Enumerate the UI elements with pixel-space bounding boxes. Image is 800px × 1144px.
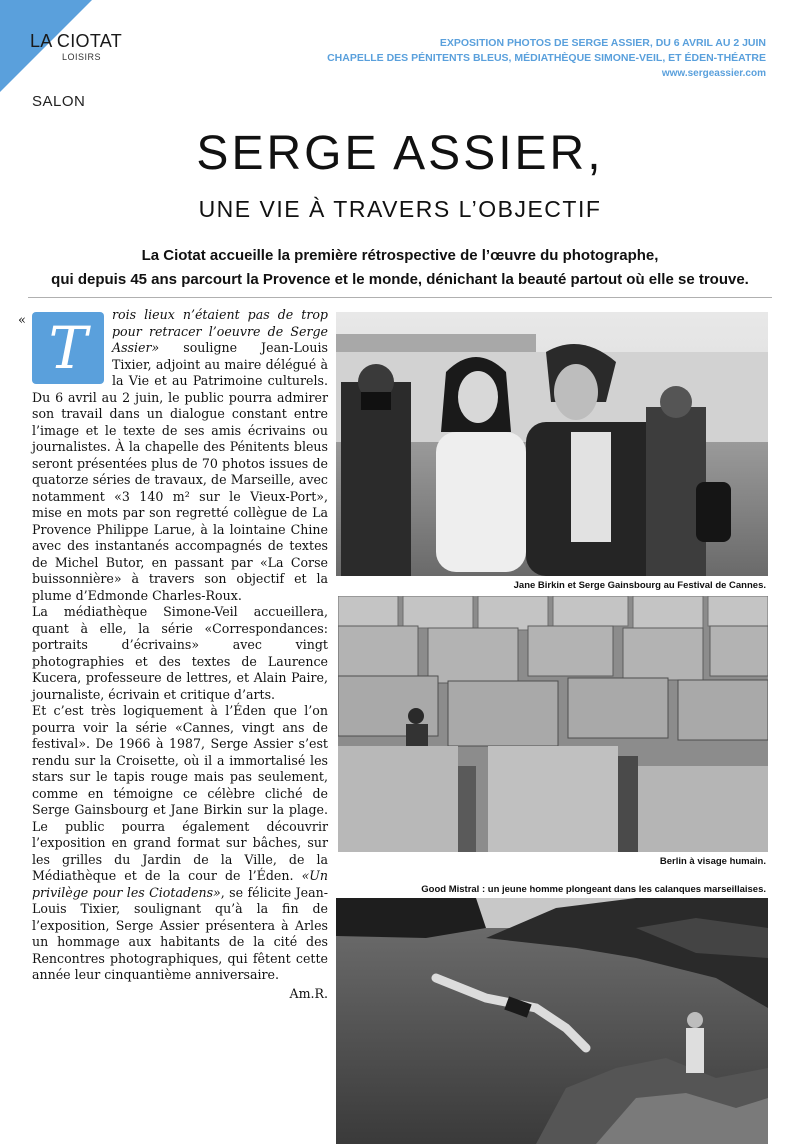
author-signature: Am.R. bbox=[289, 985, 328, 1001]
rubric-label: SALON bbox=[32, 93, 86, 110]
paragraph-3 bbox=[32, 703, 328, 984]
lede-line-1: La Ciotat accueille la première rétrospective de l’œuvre du photographe, bbox=[141, 247, 659, 264]
article-lede bbox=[0, 244, 800, 292]
article-title: SERGE ASSIER, bbox=[196, 127, 604, 180]
paragraph-3-text-b: , se félicite Jean-Louis Tixier, soulignant qu’à la fin de l’exposition, Serge Assier présentera à Arles un hommage aux habitants de la cité des Rencontres photographiques, qui fêtent cette année leur cinquantième anniversaire. bbox=[32, 884, 328, 982]
info-line-dates: EXPOSITION PHOTOS DE SERGE ASSIER, DU 6 AVRIL AU 2 JUIN bbox=[439, 37, 766, 49]
section-label: LA CIOTAT bbox=[30, 31, 123, 51]
photo-cannes-beach bbox=[336, 312, 768, 576]
article-body bbox=[18, 307, 328, 1002]
exhibition-info bbox=[327, 36, 766, 81]
caption-mistral: Good Mistral : un jeune homme plongeant dans les calanques marseillaises. bbox=[421, 884, 766, 895]
website-link[interactable]: www.sergeassier.com bbox=[661, 68, 766, 79]
subsection-label: LOISIRS bbox=[62, 52, 102, 62]
divider-rule bbox=[28, 297, 772, 298]
cannes-photo-illustration bbox=[336, 312, 768, 576]
dropcap-letter: T bbox=[32, 312, 104, 384]
opening-quote-mark: « bbox=[18, 313, 26, 328]
info-line-venues: CHAPELLE DES PÉNITENTS BLEUS, MÉDIATHÈQUE SIMONE-VEIL, ET ÉDEN-THÉATRE bbox=[327, 52, 766, 64]
paragraph-3-text-a: Et c’est très logiquement à l’Éden que l’on pourra voir la série «Cannes, vingt ans de festival». De 1966 à 1987, Serge Assier s’est rendu sur la Croisette, où il a immortalisé les stars sur le tapis rouge mais pas seulement, comme en témoigne ce célèbre cliché de Serge Gainsbourg et Jane Birkin sur la plage. Le public pourra également découvrir l’exposition en grand format sur bâches, sur les grilles du Jardin de la Ville, de la Médiathèque et de la cour de l’Éden. bbox=[32, 703, 328, 883]
mistral-photo-illustration bbox=[336, 898, 768, 1144]
photo-berlin-memorial bbox=[338, 596, 768, 852]
paragraph-1-quote: rois lieux n’étaient pas de trop pour retracer l’oeuvre de Serge Assier» bbox=[112, 307, 328, 355]
lede-line-2: qui depuis 45 ans parcourt la Provence et le monde, dénichant la beauté partout où elle se trouve. bbox=[51, 271, 749, 288]
caption-cannes: Jane Birkin et Serge Gainsbourg au Festival de Cannes. bbox=[513, 580, 766, 591]
caption-berlin: Berlin à visage humain. bbox=[659, 856, 766, 867]
paragraph-2: La médiathèque Simone-Veil accueillera, quant à elle, la série «Correspondances: portraits d’écrivains» avec vingt photographies et des textes de Laurence Kucera, professeure de lettres, et Alain Paire, journaliste, écrivain et critique d’arts. bbox=[32, 604, 328, 702]
photo-mistral-dive bbox=[336, 898, 768, 1144]
paragraph-3-quote: «Un privilège pour les Ciotadens» bbox=[32, 868, 328, 900]
article-subtitle: UNE VIE À TRAVERS L’OBJECTIF bbox=[198, 196, 602, 222]
paragraph-1-text: souligne Jean-Louis Tixier, adjoint au maire délégué à la Vie et au Patrimoine culturels. Du 6 avril au 2 juin, le public pourra admirer son travail dans un dialogue constant entre l’image et le texte de ses amis écrivains ou journalistes. À la chapelle des Pénitents bleus seront présentées plus de 70 photos issues de quatorze séries de travaux, de Marseille, avec notamment «3 140 m² sur le Vieux-Port», mise en mots par son regretté collègue de La Provence Philippe Larue, à la lointaine Chine avec des instantanés accompagnés de textes de Michel Butor, en passant par «La Corse buissonnière» à travers son objectif et la plume d’Edmonde Charles-Roux. bbox=[32, 340, 328, 603]
berlin-photo-illustration bbox=[338, 596, 768, 852]
